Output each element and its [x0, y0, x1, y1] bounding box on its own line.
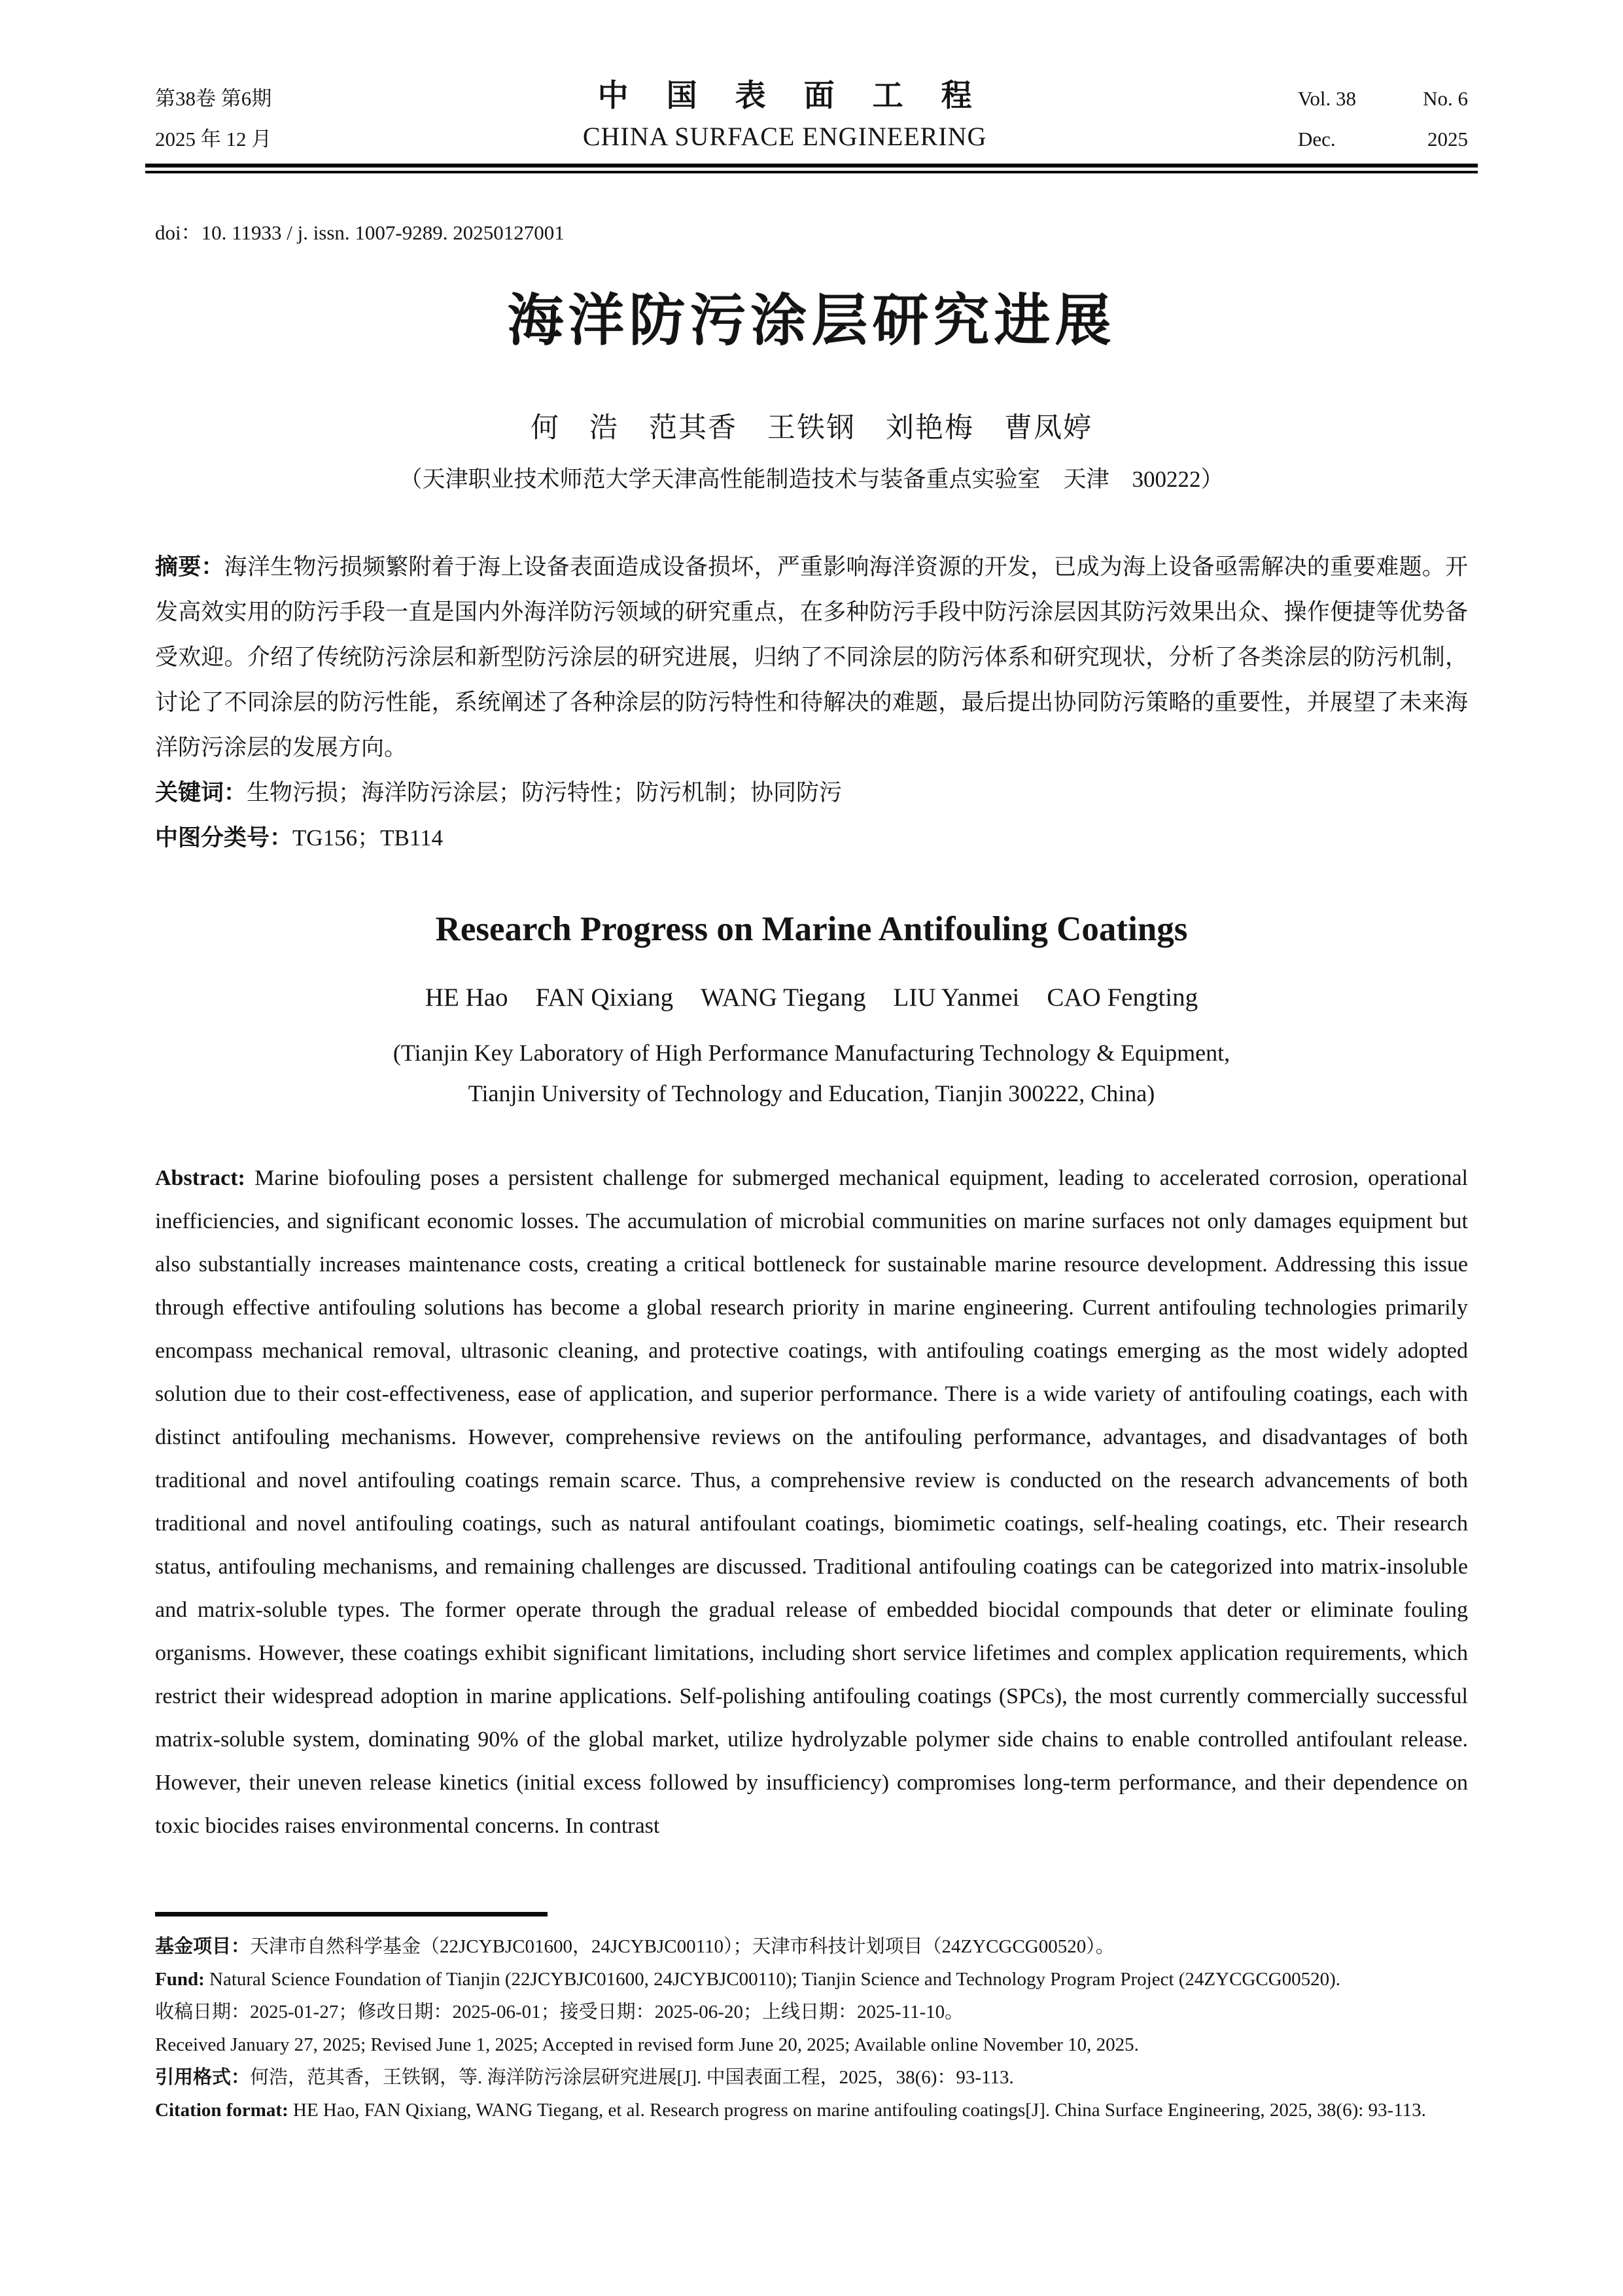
- author-cn: 曹凤婷: [1004, 413, 1092, 444]
- citation-label-cn: 引用格式：: [155, 2067, 251, 2088]
- fund-label-en: Fund:: [155, 1969, 210, 1990]
- abstract-text-cn: 海洋生物污损频繁附着于海上设备表面造成设备损坏，严重影响海洋资源的开发，已成为海上设备亟需解决的重要难题。开发高效实用的防污手段一直是国内外海洋防污领域的研究重点，在多种防污手段中防污涂层因其防污效果出众、操作便捷等优势备受欢迎。介绍了传统防污涂层和新型防污涂层的研究进展，归纳了不同涂层的防污体系和研究现状，分析了各类涂层的防污机制，讨论了不同涂层的防污性能，系统阐述了各种涂层的防污特性和待解决的难题，最后提出协同防污策略的重要性，并展望了未来海洋防污涂层的发展方向。: [155, 554, 1468, 760]
- affiliation-en-line1: (Tianjin Key Laboratory of High Performance Manufacturing Technology & Equipment,: [393, 1040, 1230, 1066]
- journal-name-block: [560, 75, 1010, 157]
- journal-header: [155, 79, 1468, 160]
- author-en: FAN Qixiang: [535, 983, 674, 1012]
- date-cn: 2025 年 12 月: [155, 128, 272, 150]
- paper-title-cn: 海洋防污涂层研究进展: [507, 289, 1116, 352]
- footnote-divider: [155, 1912, 548, 1916]
- keywords-label-cn: 关键词：: [155, 780, 247, 805]
- paper-title-en: Research Progress on Marine Antifouling Coatings: [435, 910, 1188, 948]
- author-en: LIU Yanmei: [893, 983, 1020, 1012]
- keywords-text-cn: 生物污损；海洋防污涂层；防污特性；防污机制；协同防污: [247, 780, 843, 805]
- citation-label-en: Citation format:: [155, 2100, 294, 2121]
- header-divider: [145, 164, 1478, 173]
- doi: doi：10. 11933 / j. issn. 1007-9289. 20250127001: [155, 221, 565, 244]
- keywords-cn: [155, 770, 1468, 815]
- issue-en: No. 6: [1423, 87, 1468, 110]
- clc-text: TG156；TB114: [292, 825, 444, 851]
- abstract-text-en: Marine biofouling poses a persistent challenge for submerged mechanical equipment, leading to accelerated corrosion, operational inefficiencies, and significant economic losses. The accumulation of microbial communities on marine surfaces not only damages equipment but also substantially increases maintenance costs, creating a critical bottleneck for sustainable marine resource development. Addressing this issue through effective antifouling solutions has become a global research priority in marine engineering. Current antifouling technologies primarily encompass mechanical removal, ultrasonic cleaning, and protective coatings, with antifouling coatings emerging as the most widely adopted solution due to their cost-effectiveness, ease of application, and superior performance. There is a wide variety of antifouling coatings, each with distinct antifouling mechanisms. However, comprehensive reviews on the antifouling performance, advantages, and disadvantages of both traditional and novel antifouling coatings remain scarce. Thus, a comprehensive review is conducted on the research advancements of both traditional and novel antifouling coatings, such as natural antifoulant coatings, biomimetic coatings, self-healing coatings, etc. Their research status, antifouling mechanisms, and remaining challenges are discussed. Traditional antifouling coatings can be categorized into matrix-insoluble and matrix-soluble types. The former operate through the gradual release of embedded biocidal compounds that deter or eliminate fouling organisms. However, these coatings exhibit significant limitations, including short service lifetimes and complex application requirements, which restrict their widespread adoption in marine applications. Self-polishing antifouling coatings (SPCs), the most currently commercially successful matrix-soluble system, dominating 90% of the global market, utilize hydrolyzable polymer side chains to enable controlled antifoulant release. However, their uneven release kinetics (initial excess followed by insufficiency) compromises long-term performance, and their dependence on toxic biocides raises environmental concerns. In contrast: [155, 1166, 1469, 1838]
- authors-en: [0, 983, 1623, 1012]
- author-en: HE Hao: [425, 983, 508, 1012]
- footnote-block: [155, 1930, 1468, 2127]
- volume-issue-en: [1298, 79, 1468, 119]
- year-en: 2025: [1427, 128, 1468, 150]
- issue-info: [155, 79, 271, 160]
- author-cn: 王铁钢: [767, 413, 856, 444]
- dates-en: Received January 27, 2025; Revised June 1, 2025; Accepted in revised form June 20, 2025; Available online November 10, 2025.: [155, 2034, 1139, 2055]
- fund-cn: [155, 1930, 1468, 1963]
- volume-en: Vol. 38: [1298, 87, 1357, 110]
- affiliation-en: [0, 1033, 1623, 1114]
- citation-text-cn: 何浩，范其香，王铁钢，等. 海洋防污涂层研究进展[J]. 中国表面工程，2025，38(6)：93-113.: [250, 2067, 1014, 2088]
- citation-cn: [155, 2061, 1468, 2094]
- fund-label-cn: 基金项目：: [155, 1936, 251, 1957]
- issue-info-en: [1298, 79, 1468, 160]
- abstract-cn: [155, 544, 1468, 770]
- date-en: [1298, 119, 1468, 160]
- citation-en: [155, 2094, 1468, 2127]
- journal-name-en: CHINA SURFACE ENGINEERING: [582, 122, 987, 151]
- clc-number: [155, 815, 1468, 860]
- abstract-en: [155, 1157, 1468, 1848]
- author-cn: 何 浩: [531, 413, 619, 444]
- dates-cn: 收稿日期：2025-01-27；修改日期：2025-06-01；接受日期：2025-06-20；上线日期：2025-11-10。: [155, 2002, 964, 2022]
- clc-label: 中图分类号：: [155, 825, 293, 851]
- volume-issue-cn: 第38卷 第6期: [155, 87, 272, 110]
- author-en: WANG Tiegang: [701, 983, 866, 1012]
- affiliation-cn: （天津职业技术师范大学天津高性能制造技术与装备重点实验室 天津 300222）: [399, 467, 1224, 492]
- citation-text-en: HE Hao, FAN Qixiang, WANG Tiegang, et al. Research progress on marine antifouling coatings[J]. China Surface Engineering, 2025, 38(6): 93-113.: [293, 2100, 1426, 2121]
- authors-cn: [0, 406, 1623, 446]
- abstract-block-cn: [155, 544, 1468, 860]
- author-cn: 刘艳梅: [886, 413, 974, 444]
- abstract-block-en: [155, 1157, 1468, 1848]
- month-en: Dec.: [1298, 128, 1336, 150]
- abstract-label-cn: 摘要：: [155, 554, 224, 580]
- fund-text-en: Natural Science Foundation of Tianjin (22JCYBJC01600, 24JCYBJC00110); Tianjin Science and Technology Program Project (24ZYCGCG00520).: [209, 1969, 1341, 1990]
- author-cn: 范其香: [649, 413, 737, 444]
- affiliation-en-line2: Tianjin University of Technology and Education, Tianjin 300222, China): [468, 1080, 1155, 1106]
- abstract-label-en: Abstract:: [155, 1166, 255, 1190]
- author-en: CAO Fengting: [1047, 983, 1198, 1012]
- journal-name-cn: 中国表面工程: [597, 78, 1010, 113]
- fund-en: [155, 1963, 1468, 1996]
- fund-text-cn: 天津市自然科学基金（22JCYBJC01600，24JCYBJC00110）；天津市科技计划项目（24ZYCGCG00520）。: [250, 1936, 1115, 1957]
